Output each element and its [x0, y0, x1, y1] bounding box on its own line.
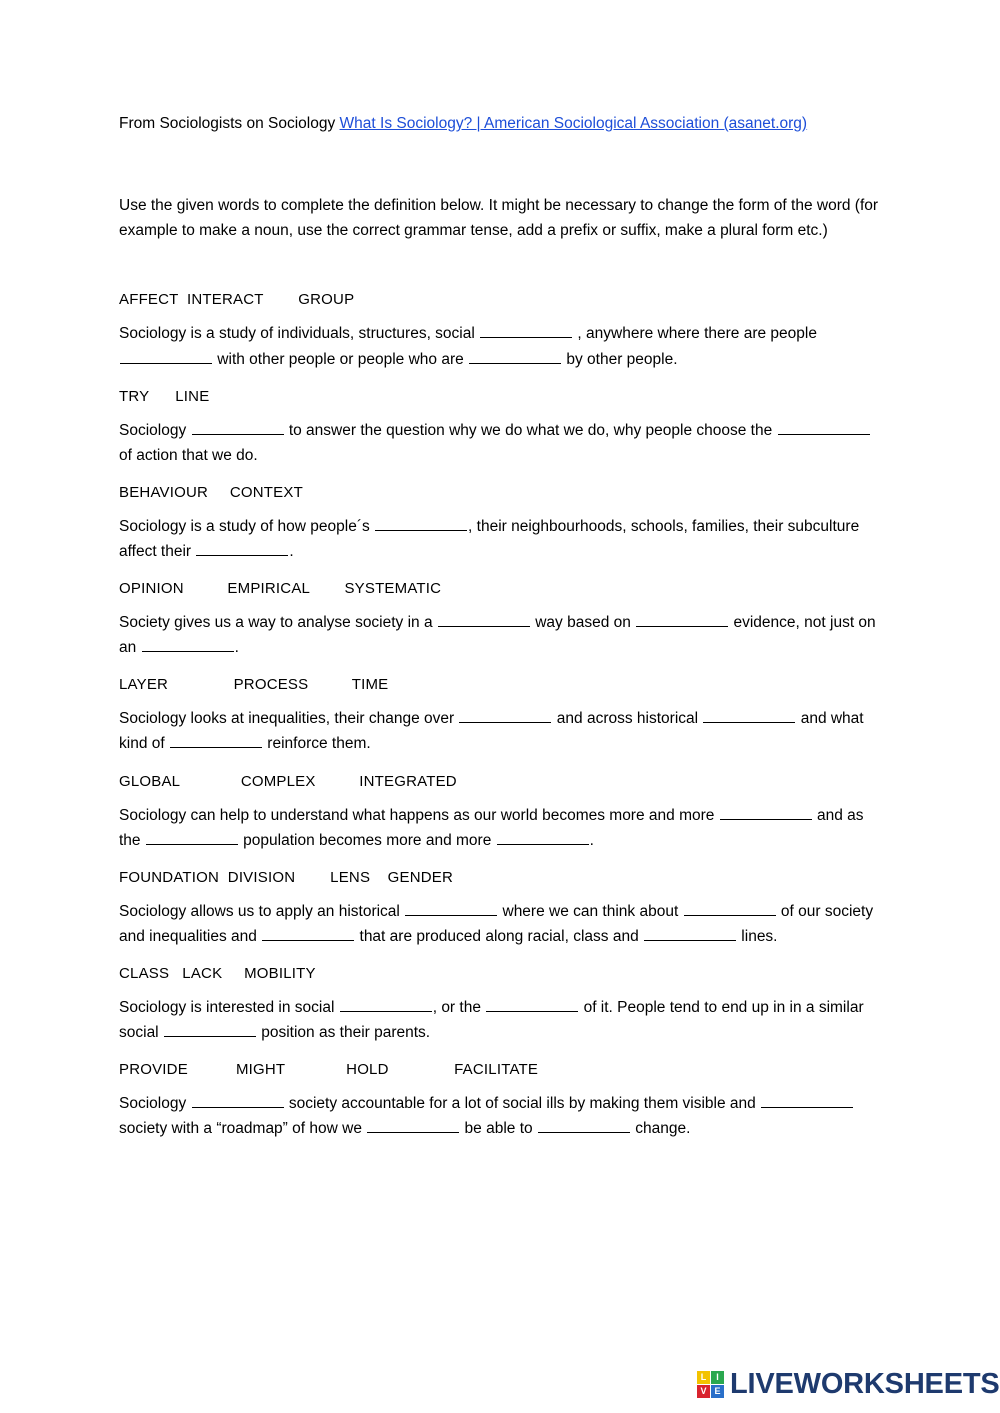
sentence-part: change. — [630, 1120, 691, 1138]
live-badge-icon — [697, 1371, 724, 1398]
sentence-part: of action that we do. — [119, 446, 258, 464]
badge-letter-v: V — [697, 1385, 710, 1398]
badge-letter-l: L — [697, 1371, 710, 1384]
sentence-part: Sociology is a study of how people´s — [119, 517, 375, 535]
word-bank: TRY LINE — [119, 387, 210, 405]
answer-blank[interactable] — [192, 434, 284, 435]
sentence-part: Sociology can help to understand what happens as our world becomes more and more — [119, 806, 719, 824]
word-bank: AFFECT INTERACT GROUP — [119, 291, 355, 309]
answer-blank[interactable] — [164, 1036, 256, 1037]
sentence-part: population becomes more and more — [238, 831, 496, 849]
sentence-part: . — [234, 639, 239, 657]
sentence-part: evidence, not just on an — [119, 614, 876, 657]
sentence-part: . — [589, 831, 594, 849]
sentence-part: Sociology — [119, 421, 191, 439]
sentence-part: Society gives us a way to analyse society in a — [119, 614, 437, 632]
source-line — [119, 112, 879, 135]
answer-blank[interactable] — [367, 1132, 459, 1133]
answer-blank[interactable] — [459, 722, 551, 723]
sentence-part: position as their parents. — [256, 1024, 431, 1042]
exercise-sentence — [119, 418, 879, 468]
source-link[interactable]: What Is Sociology? | American Sociological Association (asanet.org) — [339, 115, 808, 132]
answer-blank[interactable] — [146, 844, 238, 845]
answer-blank[interactable] — [538, 1132, 630, 1133]
answer-blank[interactable] — [684, 915, 776, 916]
sentence-part: and across historical — [552, 710, 703, 728]
exercise-sentence — [119, 995, 879, 1045]
exercise-block — [119, 580, 879, 660]
exercise-block — [119, 965, 879, 1045]
answer-blank[interactable] — [340, 1011, 432, 1012]
answer-blank[interactable] — [480, 337, 572, 338]
answer-blank[interactable] — [142, 651, 234, 652]
worksheet-content — [119, 112, 879, 1157]
sentence-part: society accountable for a lot of social ills by making them visible and — [284, 1095, 761, 1113]
answer-blank[interactable] — [438, 626, 530, 627]
answer-blank[interactable] — [644, 940, 736, 941]
sentence-part: Sociology is interested in social — [119, 999, 339, 1016]
exercise-sentence — [119, 1091, 879, 1141]
answer-blank[interactable] — [778, 434, 870, 435]
answer-blank[interactable] — [405, 915, 497, 916]
logo-text: LIVEWORKSHEETS — [730, 1368, 1000, 1400]
answer-blank[interactable] — [703, 722, 795, 723]
sentence-part: and as the — [119, 806, 864, 849]
exercise-sentence — [119, 610, 879, 660]
sentence-part: , or the — [432, 999, 486, 1016]
sentence-part: , their neighbourhoods, schools, families, their subculture affect their — [119, 517, 860, 561]
exercise-sentence — [119, 803, 879, 853]
sentence-part: be able to — [460, 1120, 537, 1138]
answer-blank[interactable] — [196, 555, 288, 556]
word-bank: CLASS LACK MOBILITY — [119, 965, 316, 982]
exercise-block — [119, 676, 879, 756]
word-bank: BEHAVIOUR CONTEXT — [119, 483, 303, 501]
sentence-part: , anywhere where there are people — [573, 325, 817, 343]
answer-blank[interactable] — [761, 1107, 853, 1108]
exercise-sentence — [119, 899, 879, 949]
word-bank: GLOBAL COMPLEX INTEGRATED — [119, 772, 457, 790]
sentence-part: way based on — [530, 614, 636, 632]
answer-blank[interactable] — [469, 363, 561, 364]
sentence-part: Sociology is a study of individuals, structures, social — [119, 325, 480, 343]
exercise-block — [119, 1061, 879, 1141]
badge-letter-i: I — [711, 1371, 724, 1384]
exercise-sentence — [119, 514, 879, 564]
answer-blank[interactable] — [170, 747, 262, 748]
sentence-part: of our society and inequalities and — [119, 902, 874, 945]
sentence-part: by other people. — [562, 350, 678, 368]
sentence-part: where we can think about — [498, 902, 683, 920]
sentence-part: that are produced along racial, class and — [355, 927, 643, 945]
source-prefix: From Sociologists on Sociology — [119, 115, 340, 132]
instructions-text: Use the given words to complete the definition below. It might be necessary to change the form of the word (for example to make a noun, use the correct grammar tense, add a prefix or suffix, make a plural form etc.) — [119, 197, 879, 240]
sentence-part: reinforce them. — [262, 735, 371, 753]
word-bank: LAYER PROCESS TIME — [119, 676, 389, 694]
answer-blank[interactable] — [497, 844, 589, 845]
sentence-part: society with a “roadmap” of how we — [119, 1120, 367, 1138]
sentence-part: to answer the question why we do what we do, why people choose the — [284, 421, 777, 439]
exercise-block — [119, 484, 879, 564]
liveworksheets-logo — [697, 1368, 1000, 1401]
answer-blank[interactable] — [262, 940, 354, 941]
badge-letter-e: E — [711, 1385, 724, 1398]
answer-blank[interactable] — [192, 1107, 284, 1108]
sentence-part: and what kind of — [119, 710, 864, 753]
exercise-sentence — [119, 321, 879, 371]
answer-blank[interactable] — [486, 1011, 578, 1012]
answer-blank[interactable] — [120, 363, 212, 364]
answer-blank[interactable] — [375, 530, 467, 531]
sentence-part: Sociology allows us to apply an historical — [119, 902, 405, 920]
sentence-part: lines. — [737, 927, 778, 945]
answer-blank[interactable] — [720, 819, 812, 820]
sentence-part: Sociology — [119, 1095, 191, 1113]
sentence-part: of it. People tend to end up in in a similar social — [119, 999, 864, 1042]
exercise-block — [119, 291, 879, 371]
answer-blank[interactable] — [636, 626, 728, 627]
exercise-block — [119, 388, 879, 468]
exercise-block — [119, 869, 879, 949]
sentence-part: with other people or people who are — [213, 350, 469, 368]
word-bank: OPINION EMPIRICAL SYSTEMATIC — [119, 580, 442, 598]
word-bank: FOUNDATION DIVISION LENS GENDER — [119, 868, 453, 886]
exercise-list — [119, 291, 879, 1141]
word-bank: PROVIDE MIGHT HOLD FACILITATE — [119, 1061, 539, 1079]
exercise-block — [119, 773, 879, 853]
sentence-part: . — [289, 543, 294, 561]
sentence-part: Sociology looks at inequalities, their change over — [119, 710, 459, 728]
exercise-sentence — [119, 706, 879, 756]
